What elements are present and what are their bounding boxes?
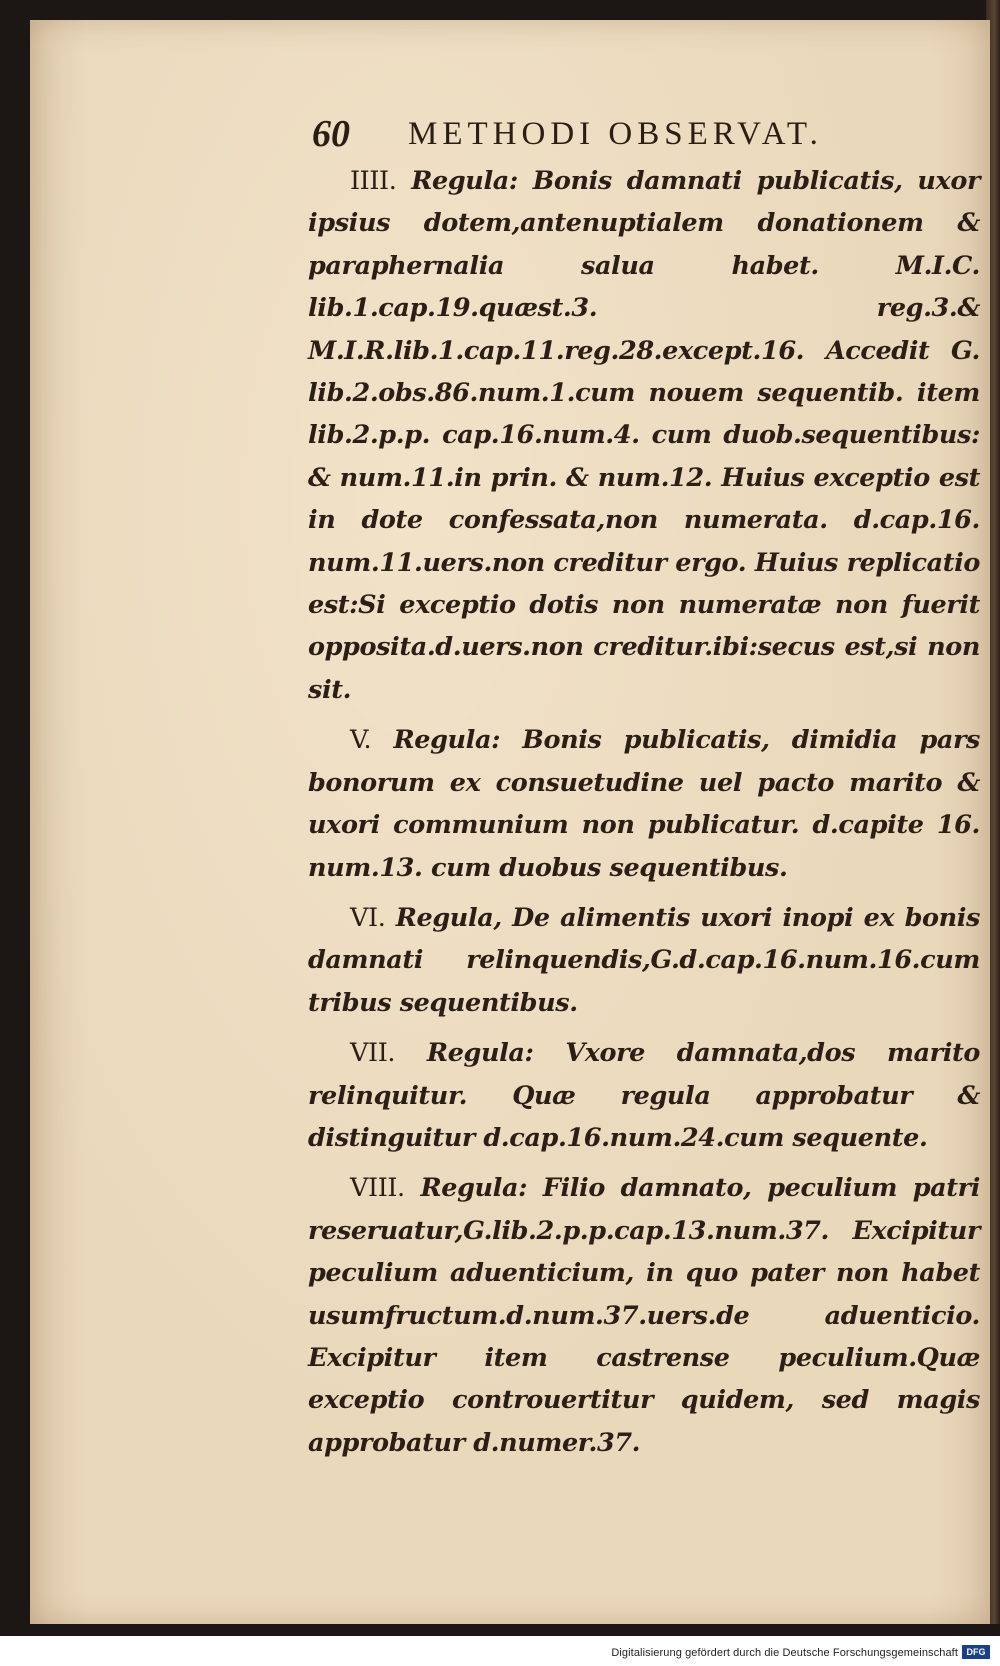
paragraph-text: Regula: Bonis damnati publicatis, uxor ipsius dotem,antenuptialem donationem & paraphernalia salua habet. M.I.C. lib.1.cap.19.quæst.3. reg.3.& M.I.R.lib.1.cap.11.reg.28.except.16. Accedit G. lib.2.obs.86.num.1.cum nouem sequentib. item lib.2.p.p. cap.16.num.4. cum duob.sequentibus: & num.11.in prin. & num.12. Huius exceptio est in dote confessata,non numerata. d.cap.16. num.11.uers.non creditur ergo. Huius replicatio est:Si exceptio dotis non numeratæ non fuerit opposita.d.uers.non creditur.ibi:secus est,si non sit.: [308, 166, 980, 705]
main-text: [308, 160, 980, 1464]
paragraph-number: VII.: [350, 1038, 396, 1069]
paragraph-number: V.: [350, 725, 372, 756]
paragraph-number: VI.: [350, 902, 386, 933]
page-number: 60: [312, 113, 350, 155]
page-header: [312, 112, 912, 158]
paragraph-regula-5: [308, 719, 980, 889]
dfg-logo-icon: DFG: [962, 1645, 990, 1659]
paragraph-text: Regula, De alimentis uxori inopi ex bonis damnati relinquendis,G.d.cap.16.num.16.cum tribus sequentibus.: [308, 902, 981, 1018]
paragraph-regula-8: [308, 1167, 980, 1464]
paragraph-regula-7: [308, 1032, 980, 1159]
footer-bar: [0, 1636, 1000, 1666]
paragraph-number: IIII.: [350, 166, 397, 196]
paragraph-text: Regula: Bonis publicatis, dimidia pars bonorum ex consuetudine uel pacto marito & uxori communium non publicatur. d.capite 16. num.13. cum duobus sequentibus.: [308, 725, 980, 883]
paragraph-number: VIII.: [350, 1173, 405, 1204]
paragraph-regula-6: [308, 897, 980, 1024]
paragraph-text: Regula: Vxore damnata,dos marito relinquitur. Quæ regula approbatur & distinguitur d.cap.16.num.24.cum sequente.: [308, 1038, 980, 1153]
digitization-credit: Digitalisierung gefördert durch die Deutsche Forschungsgemeinschaft: [611, 1647, 958, 1659]
running-head: METHODI OBSERVAT.: [408, 116, 823, 152]
paragraph-regula-4: [308, 160, 980, 711]
paragraph-text: Regula: Filio damnato, peculium patri reseruatur,G.lib.2.p.p.cap.13.num.37. Excipitur peculium aduenticium, in quo pater non habet usumfructum.d.num.37.uers.de aduenticio. Excipitur item castrense peculium.Quæ exceptio controuertitur quidem, sed magis approbatur d.numer.37.: [308, 1173, 981, 1458]
